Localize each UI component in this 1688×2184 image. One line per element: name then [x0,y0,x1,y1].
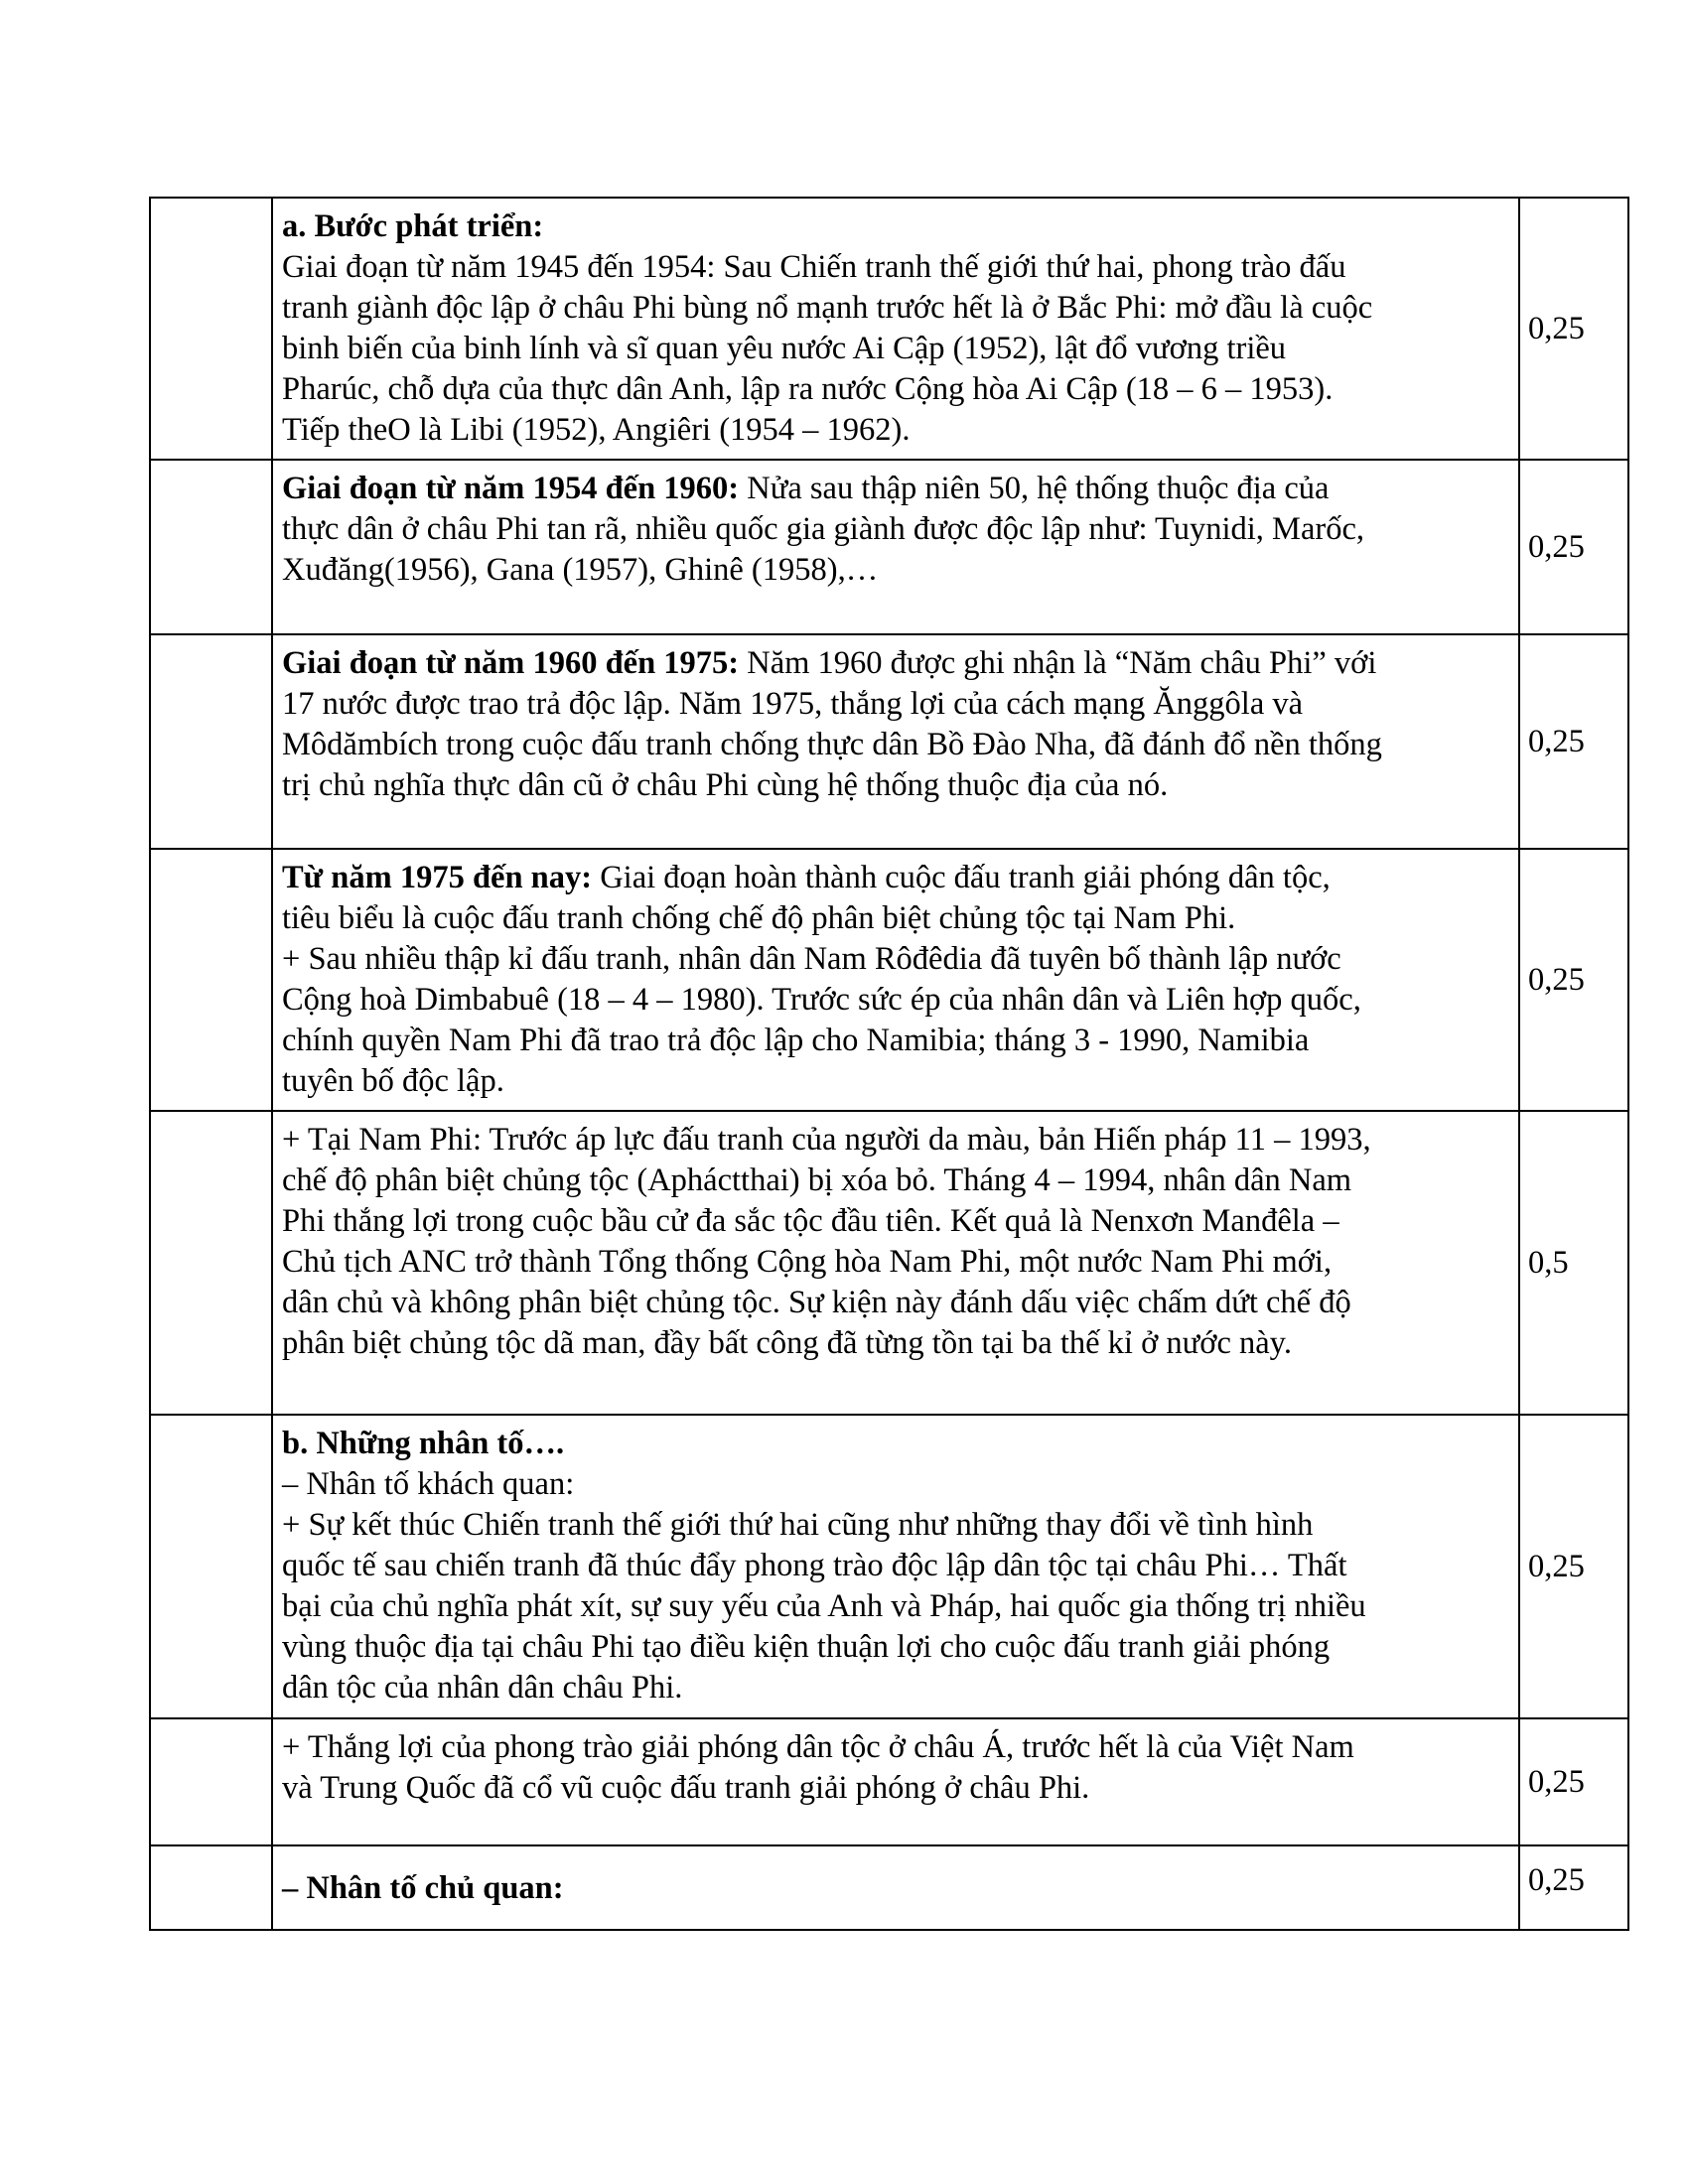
number-cell [150,634,272,849]
content-cell [272,1415,1519,1718]
score-cell: 0,25 [1519,1845,1628,1930]
table-row [150,1718,1628,1845]
content-line: – Nhân tố khách quan: [282,1466,575,1502]
content-cell [272,634,1519,849]
number-cell [150,198,272,460]
section-heading: – Nhân tố chủ quan: [282,1870,564,1906]
content-cell [272,1111,1519,1415]
score-cell: 0,25 [1519,849,1628,1111]
content-line: dân tộc của nhân dân châu Phi. [282,1670,683,1706]
number-cell [150,1415,272,1718]
content-line: Nửa sau thập niên 50, hệ thống thuộc địa của [739,471,1330,506]
content-line: tiêu biểu là cuộc đấu tranh chống chế độ phân biệt chủng tộc tại Nam Phi. [282,900,1236,936]
number-cell [150,460,272,634]
content-line: quốc tế sau chiến tranh đã thúc đẩy phong trào độc lập dân tộc tại châu Phi… Thất [282,1548,1347,1583]
section-heading: b. Những nhân tố…. [282,1426,565,1461]
score-cell: 0,25 [1519,1718,1628,1845]
period-heading: Giai đoạn từ năm 1954 đến 1960: [282,471,740,506]
score-cell: 0,25 [1519,460,1628,634]
score-cell: 0,5 [1519,1111,1628,1415]
content-cell [272,460,1519,634]
content-line: tranh giành độc lập ở châu Phi bùng nổ mạnh trước hết là ở Bắc Phi: mở đầu là cuộc [282,290,1373,326]
table-row [150,1415,1628,1718]
content-line: Giai đoạn hoàn thành cuộc đấu tranh giải phóng dân tộc, [592,860,1331,895]
content-cell [272,849,1519,1111]
content-line: bại của chủ nghĩa phát xít, sự suy yếu của Anh và Pháp, hai quốc gia thống trị nhiều [282,1588,1366,1624]
number-cell [150,1845,272,1930]
number-cell [150,849,272,1111]
content-line: Pharúc, chỗ dựa của thực dân Anh, lập ra nước Cộng hòa Ai Cập (18 – 6 – 1953). [282,371,1334,407]
content-cell [272,1718,1519,1845]
number-cell [150,1111,272,1415]
content-line: và Trung Quốc đã cổ vũ cuộc đấu tranh giải phóng ở châu Phi. [282,1770,1090,1806]
content-line: Chủ tịch ANC trở thành Tổng thống Cộng hòa Nam Phi, một nước Nam Phi mới, [282,1244,1333,1280]
content-line: tuyên bố độc lập. [282,1063,504,1099]
content-line: + Sự kết thúc Chiến tranh thế giới thứ hai cũng như những thay đổi về tình hình [282,1507,1314,1543]
content-line: Năm 1960 được ghi nhận là “Năm châu Phi” với [739,645,1377,681]
table-row [150,634,1628,849]
content-line: chính quyền Nam Phi đã trao trả độc lập cho Namibia; tháng 3 - 1990, Namibia [282,1023,1310,1058]
content-line: Cộng hoà Dimbabuê (18 – 4 – 1980). Trước sức ép của nhân dân và Liên hợp quốc, [282,982,1361,1018]
table-row [150,1111,1628,1415]
content-line: dân chủ và không phân biệt chủng tộc. Sự kiện này đánh dấu việc chấm dứt chế độ [282,1285,1351,1320]
content-line: phân biệt chủng tộc dã man, đầy bất công đã từng tồn tại ba thế kỉ ở nước này. [282,1325,1292,1361]
content-line: trị chủ nghĩa thực dân cũ ở châu Phi cùng hệ thống thuộc địa của nó. [282,767,1169,803]
table-row [150,849,1628,1111]
content-line: Xuđăng(1956), Gana (1957), Ghinê (1958),… [282,552,879,588]
content-line: vùng thuộc địa tại châu Phi tạo điều kiện thuận lợi cho cuộc đấu tranh giải phóng [282,1629,1331,1665]
content-line: 17 nước được trao trả độc lập. Năm 1975, thắng lợi của cách mạng Ănggôla và [282,686,1304,722]
period-heading: Từ năm 1975 đến nay: [282,860,593,895]
content-line: Tiếp theO là Libi (1952), Angiêri (1954 – 1962). [282,412,911,448]
score-cell: 0,25 [1519,198,1628,460]
content-line: + Sau nhiều thập kỉ đấu tranh, nhân dân Nam Rôđêdia đã tuyên bố thành lập nước [282,941,1341,977]
content-line: binh biến của binh lính và sĩ quan yêu nước Ai Cập (1952), lật đổ vương triều [282,331,1287,366]
content-line: Phi thắng lợi trong cuộc bầu cử đa sắc tộc đầu tiên. Kết quả là Nenxơn Manđêla – [282,1203,1339,1239]
content-line: Môdămbích trong cuộc đấu tranh chống thực dân Bồ Đào Nha, đã đánh đổ nền thống [282,727,1382,762]
content-line: + Tại Nam Phi: Trước áp lực đấu tranh của người da màu, bản Hiến pháp 11 – 1993, [282,1122,1371,1158]
content-line: + Thắng lợi của phong trào giải phóng dân tộc ở châu Á, trước hết là của Việt Nam [282,1729,1354,1765]
answer-key-table [149,197,1629,1931]
table-row [150,460,1628,634]
score-cell: 0,25 [1519,634,1628,849]
content-line: thực dân ở châu Phi tan rã, nhiều quốc gia giành được độc lập như: Tuynidi, Marốc, [282,511,1365,547]
content-line: Giai đoạn từ năm 1945 đến 1954: Sau Chiến tranh thế giới thứ hai, phong trào đấu [282,249,1346,285]
number-cell [150,1718,272,1845]
table-row [150,198,1628,460]
content-cell [272,1845,1519,1930]
section-heading: a. Bước phát triển: [282,208,544,244]
period-heading: Giai đoạn từ năm 1960 đến 1975: [282,645,740,681]
table-row [150,1845,1628,1930]
content-cell [272,198,1519,460]
score-cell: 0,25 [1519,1415,1628,1718]
content-line: chế độ phân biệt chủng tộc (Apháctthai) bị xóa bỏ. Tháng 4 – 1994, nhân dân Nam [282,1162,1352,1198]
